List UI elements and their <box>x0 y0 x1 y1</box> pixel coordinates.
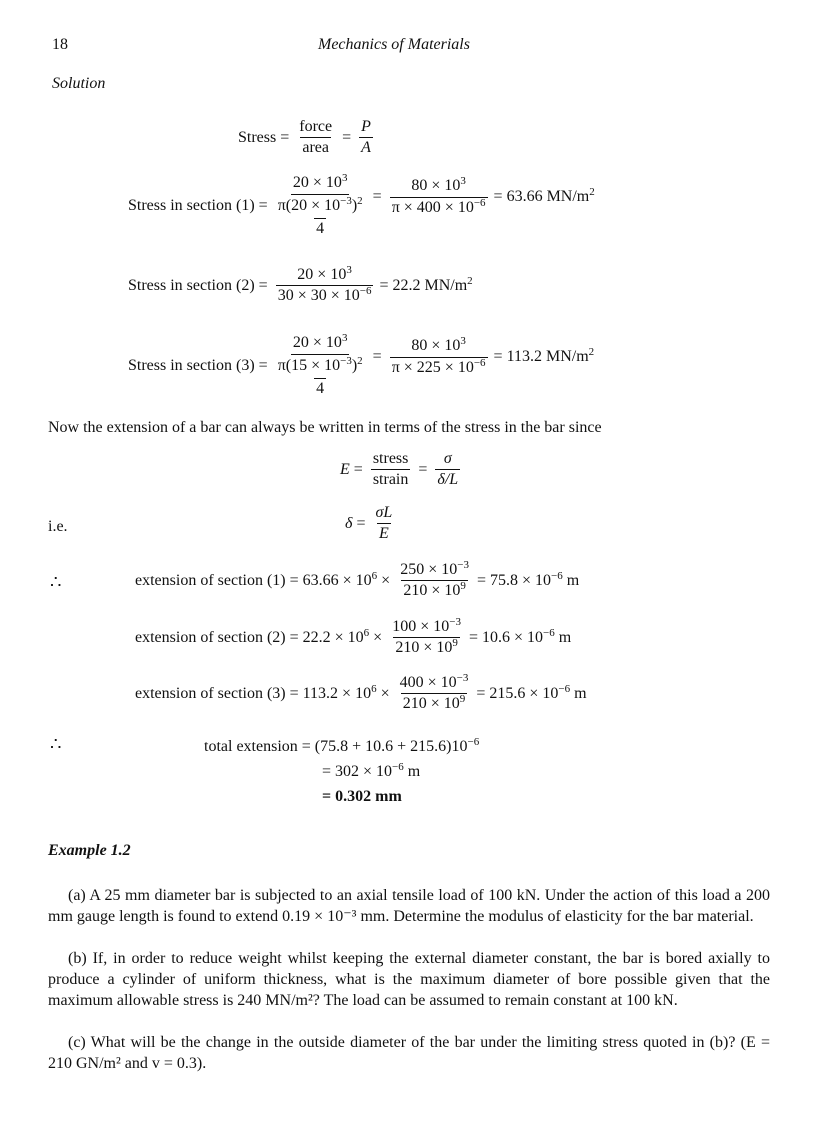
stress-section-3: Stress in section (3) = $20 \times 10^3$ $\pi(15 \times 10^{-3})^2$ 4 = $\frac{80 \times 10^3}{\pi \times 225 \times 10^{-6}}$ = 113.2 $MN/m^2$ <box>128 332 595 397</box>
stress-3-fraction-a <box>276 334 365 398</box>
equation-lhs: extension of section $(2) = 22.2 \times 10^6$ <box>135 626 370 646</box>
fraction-divisor: 4 <box>316 219 325 237</box>
stress-1-fraction-a <box>276 174 365 238</box>
fraction-denominator: $210 \times 10^9$ <box>395 637 458 657</box>
fraction-denominator: $210 \times 10^9$ <box>403 580 466 600</box>
fraction-divisor: 4 <box>316 379 325 397</box>
fraction-denominator: $\pi(20 \times 10^{-3})^2$ <box>277 195 363 215</box>
fraction-numerator: $250 \times 10^{-3}$ <box>400 559 469 578</box>
fraction-numerator: $20 \times 10^3$ <box>297 264 352 283</box>
fraction-numerator: σL <box>375 504 393 521</box>
stress-over-strain <box>371 450 411 490</box>
fraction-numerator: stress <box>372 450 409 467</box>
therefore-symbol: ∴ <box>50 734 62 754</box>
fraction-denominator: $30 \times 30 \times 10^{-6}$ <box>277 285 372 305</box>
fraction-numerator: $80 \times 10^3$ <box>411 175 466 195</box>
stress-lhs: Stress <box>238 128 277 146</box>
fraction-denominator: $\pi \times 400 \times 10^{-6}$ <box>391 196 486 216</box>
extension-section-2: extension of section $(2) = 22.2 \times 10^6$ × $\frac{100 \times 10^{-3}}{210 \times 10^9}$ = $10.6 \times 10^{-6}$ m <box>135 616 572 657</box>
ie-label: i.e. <box>48 518 68 535</box>
fraction-numerator: σ <box>443 450 452 467</box>
extension-3-fraction <box>398 674 471 714</box>
fraction-numerator: $400 \times 10^{-3}$ <box>399 672 469 691</box>
stress-3-fraction-b <box>390 337 488 377</box>
stress-section-2: Stress in section (2) = $\frac{20 \times 10^3}{30 \times 30 \times 10^{-6}}$ = 22.2 $MN/m^2$ <box>128 264 473 305</box>
sigma-over-delta-l <box>435 450 460 490</box>
example-title: Example 1.2 <box>48 842 131 859</box>
stress-section-1: Stress in section (1) = $20 \times 10^3$ $\pi(20 \times 10^{-3})^2$ 4 = $\frac{80 \times 10^3}{\pi \times 400 \times 10^{-6}}$ = 63.66 $MN/m^2$ <box>128 172 595 237</box>
fraction-numerator: $100 \times 10^{-3}$ <box>392 616 461 635</box>
equation-lhs: δ <box>345 514 353 532</box>
extension-1-fraction <box>398 561 471 601</box>
therefore-symbol: ∴ <box>50 572 62 592</box>
example-part-b: (b) If, in order to reduce weight whilst keeping the external diameter constant, the bar is bored axially to produce a cylinder of uniform thickness, what is the maximum diameter of bore possible given that the maximum allowable stress is 240 MN/m²? The load can be assumed to remain constant at 100 kN. <box>48 950 770 1009</box>
stress-definition: Stress = $\frac{\text{force}}{\text{area}}$ = $\frac{P}{A}$ <box>238 118 371 157</box>
modulus-equation: E = $\frac{\text{stress}}{\text{strain}}$ = $\frac{\sigma}{\delta/L}$ <box>340 450 459 489</box>
sigma-l-over-e <box>373 504 394 544</box>
solution-label: Solution <box>52 75 106 92</box>
stress-2-result: = 22.2 $MN/m^2$ <box>379 274 473 294</box>
equation-lhs: Stress in section (3) <box>128 357 255 375</box>
fraction-denominator: area <box>302 139 330 157</box>
fraction-denominator: A <box>361 139 371 157</box>
equation-lhs: extension of section $(1) = 63.66 \times 10^6$ <box>135 569 378 589</box>
fraction-numerator: $20 \times 10^3$ <box>291 334 350 355</box>
fraction-numerator: P <box>361 118 371 135</box>
fraction-numerator: $20 \times 10^3$ <box>291 174 350 195</box>
force-over-area <box>297 118 334 158</box>
fraction-numerator: force <box>299 118 333 135</box>
running-title: Mechanics of Materials <box>318 36 470 53</box>
equation-lhs: E <box>340 460 350 478</box>
fraction-denominator: strain <box>372 471 409 489</box>
extension-2-fraction <box>390 618 463 658</box>
delta-equation: δ = $\frac{\sigma L}{E}$ <box>345 504 393 543</box>
equation-lhs: extension of section $(3) = 113.2 \times 10^6$ <box>135 682 377 702</box>
stress-1-fraction-b <box>390 177 488 217</box>
fraction-denominator: $210 \times 10^9$ <box>402 693 466 713</box>
total-extension-line-2: = $302 \times 10^{-6}$ m <box>322 761 421 780</box>
now-sentence: Now the extension of a bar can always be written in terms of the stress in the bar since <box>48 419 602 436</box>
stress-2-fraction <box>276 266 374 306</box>
equation-lhs: Stress in section (2) <box>128 276 255 294</box>
extension-3-result: = $215.6 \times 10^{-6}$ m <box>476 682 587 702</box>
extension-2-result: = $10.6 \times 10^{-6}$ m <box>468 626 572 646</box>
fraction-denominator: $\pi \times 225 \times 10^{-6}$ <box>391 356 486 376</box>
extension-section-3: extension of section $(3) = 113.2 \times 10^6$ × $\frac{400 \times 10^{-3}}{210 \times 10^9}$ = $215.6 \times 10^{-6}$ m <box>135 672 587 713</box>
fraction-numerator: $80 \times 10^3$ <box>411 335 466 355</box>
fraction-denominator: $\pi(15 \times 10^{-3})^2$ <box>277 355 363 375</box>
example-part-a: (a) A 25 mm diameter bar is subjected to an axial tensile load of 100 kN. Under the action of this load a 200 mm gauge length is found to extend 0.19 × 10⁻³ mm. Determine the modulus of elasticity for the bar material. <box>48 887 770 925</box>
stress-3-result: = 113.2 $MN/m^2$ <box>493 346 595 366</box>
extension-1-result: = $75.8 \times 10^{-6}$ m <box>476 569 580 589</box>
total-extension-result: = 0.302 mm <box>322 788 402 805</box>
p-over-a <box>359 118 373 158</box>
fraction-denominator: E <box>378 525 389 543</box>
equation-lhs: Stress in section (1) <box>128 197 255 215</box>
page-number: 18 <box>52 36 68 53</box>
fraction-denominator: δ/L <box>437 471 459 489</box>
extension-section-1: extension of section $(1) = 63.66 \times 10^6$ × $\frac{250 \times 10^{-3}}{210 \times 10^9}$ = $75.8 \times 10^{-6}$ m <box>135 559 580 600</box>
total-extension-line-1: total extension = $(75.8 + 10.6 + 215.6)10^{-6}$ <box>204 736 480 755</box>
example-part-c: (c) What will be the change in the outside diameter of the bar under the limiting stress quoted in (b)? (E = 210 GN/m² and v = 0.3). <box>48 1034 770 1072</box>
stress-1-result: = 63.66 $MN/m^2$ <box>493 186 595 206</box>
